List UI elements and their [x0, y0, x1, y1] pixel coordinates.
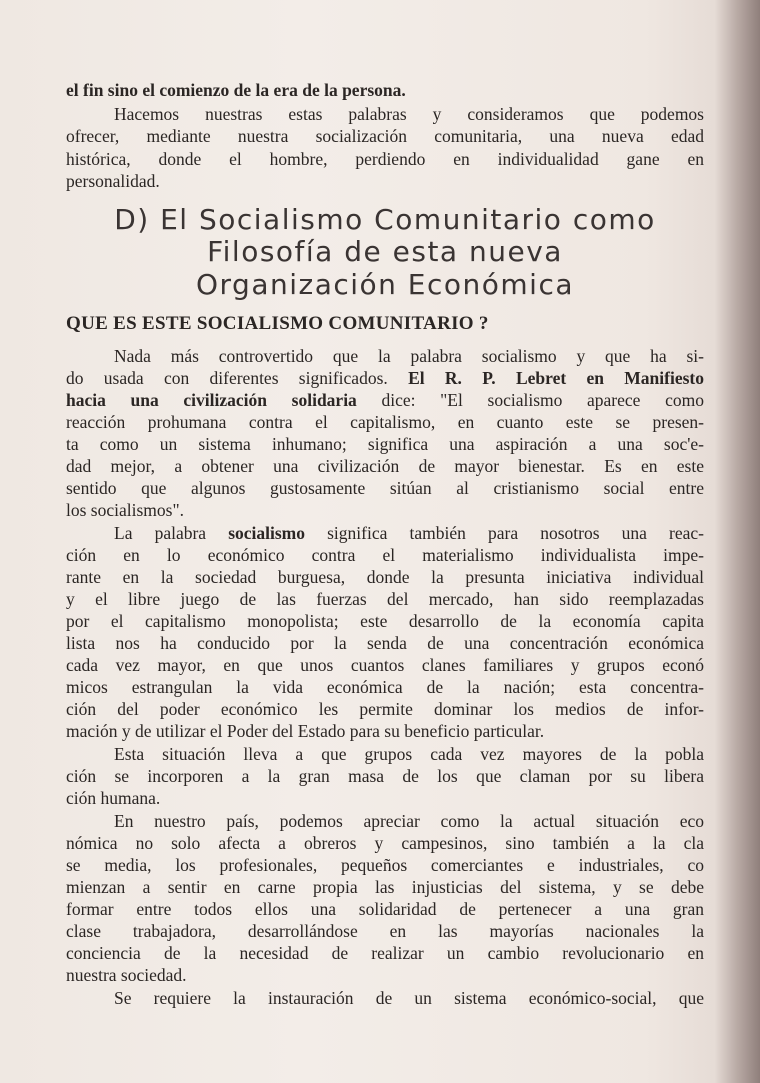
- body-text: significa también para nosotros una reac-: [305, 523, 704, 543]
- body-line: ción del poder económico les permite dominar los medios de infor-: [66, 699, 704, 719]
- body-line: [66, 367, 704, 389]
- body-line: ción se incorporen a la gran masa de los que claman por su libera: [66, 766, 704, 786]
- body-line: [114, 522, 704, 544]
- body-line: nuestra sociedad.: [66, 965, 187, 985]
- body-line: [66, 389, 704, 411]
- body-text: do usada con diferentes significados.: [66, 368, 409, 388]
- body-line: ción humana.: [66, 788, 161, 808]
- body-line: cada vez mayor, en que unos cuantos clanes familiares y grupos econó: [66, 655, 704, 675]
- body-line: ción en lo económico contra el materialismo individualista impe-: [66, 545, 704, 565]
- cited-author: El R. P. Lebret en Manifiesto: [408, 368, 704, 388]
- intro-paragraph-line: histórica, donde el hombre, perdiendo en individualidad gane en: [66, 149, 704, 169]
- body-line: formar entre todos ellos una solidaridad de pertenecer a una gran: [66, 899, 704, 919]
- body-line: Nada más controvertido que la palabra socialismo y que ha si-: [114, 346, 704, 366]
- body-text: La palabra: [114, 523, 229, 543]
- body-line: rante en la sociedad burguesa, donde la presunta iniciativa individual: [66, 567, 704, 587]
- body-line: por el capitalismo monopolista; este desarrollo de la economía capita: [66, 611, 704, 631]
- section-heading-line: D) El Socialismo Comunitario como: [114, 203, 656, 236]
- body-line: ta como un sistema inhumano; significa una aspiración a una soc'e-: [66, 434, 704, 454]
- body-line: reacción prohumana contra el capitalismo, en cuanto este se presen-: [66, 412, 704, 432]
- body-line: sentido que algunos gustosamente sitúan al cristianismo social entre: [66, 478, 704, 498]
- intro-first-line: el fin sino el comienzo de la era de la persona.: [66, 80, 406, 100]
- body-line: los socialismos".: [66, 500, 184, 520]
- intro-paragraph-line: personalidad.: [66, 171, 160, 191]
- body-line: clase trabajadora, desarrollándose en las mayorías nacionales la: [66, 921, 704, 941]
- body-line: se media, los profesionales, pequeños comerciantes e industriales, co: [66, 855, 704, 875]
- body-line: Esta situación lleva a que grupos cada vez mayores de la pobla: [114, 744, 704, 764]
- section-heading-line: Filosofía de esta nueva: [207, 235, 563, 268]
- body-line: nómica no solo afecta a obreros y campesinos, sino también a la cla: [66, 833, 704, 853]
- body-line: y el libre juego de las fuerzas del mercado, han sido reemplazadas: [66, 589, 704, 609]
- body-line: Se requiere la instauración de un sistema económico-social, que: [114, 988, 704, 1008]
- emphasized-word: socialismo: [228, 523, 305, 543]
- intro-paragraph-line: ofrecer, mediante nuestra socialización comunitaria, una nueva edad: [66, 126, 704, 146]
- body-line: En nuestro país, podemos apreciar como la actual situación eco: [114, 811, 704, 831]
- body-line: dad mejor, a obtener una civilización de mayor bienestar. Es en este: [66, 456, 704, 476]
- body-line: conciencia de la necesidad de realizar un cambio revolucionario en: [66, 943, 704, 963]
- body-text: dice: "El socialismo aparece como: [356, 390, 704, 410]
- body-line: micos estrangulan la vida económica de la nación; esta concentra-: [66, 677, 704, 697]
- intro-paragraph-line: Hacemos nuestras estas palabras y consideramos que podemos: [114, 104, 704, 124]
- section-subheading: QUE ES ESTE SOCIALISMO COMUNITARIO ?: [66, 313, 489, 334]
- body-line: mienzan a sentir en carne propia las injusticias del sistema, y se debe: [66, 877, 704, 897]
- cited-work: hacia una civilización solidaria: [66, 390, 357, 410]
- body-line: lista nos ha conducido por la senda de una concentración económica: [66, 633, 704, 653]
- section-heading-line: Organización Económica: [195, 268, 575, 301]
- body-line: mación y de utilizar el Poder del Estado para su beneficio particular.: [66, 721, 545, 741]
